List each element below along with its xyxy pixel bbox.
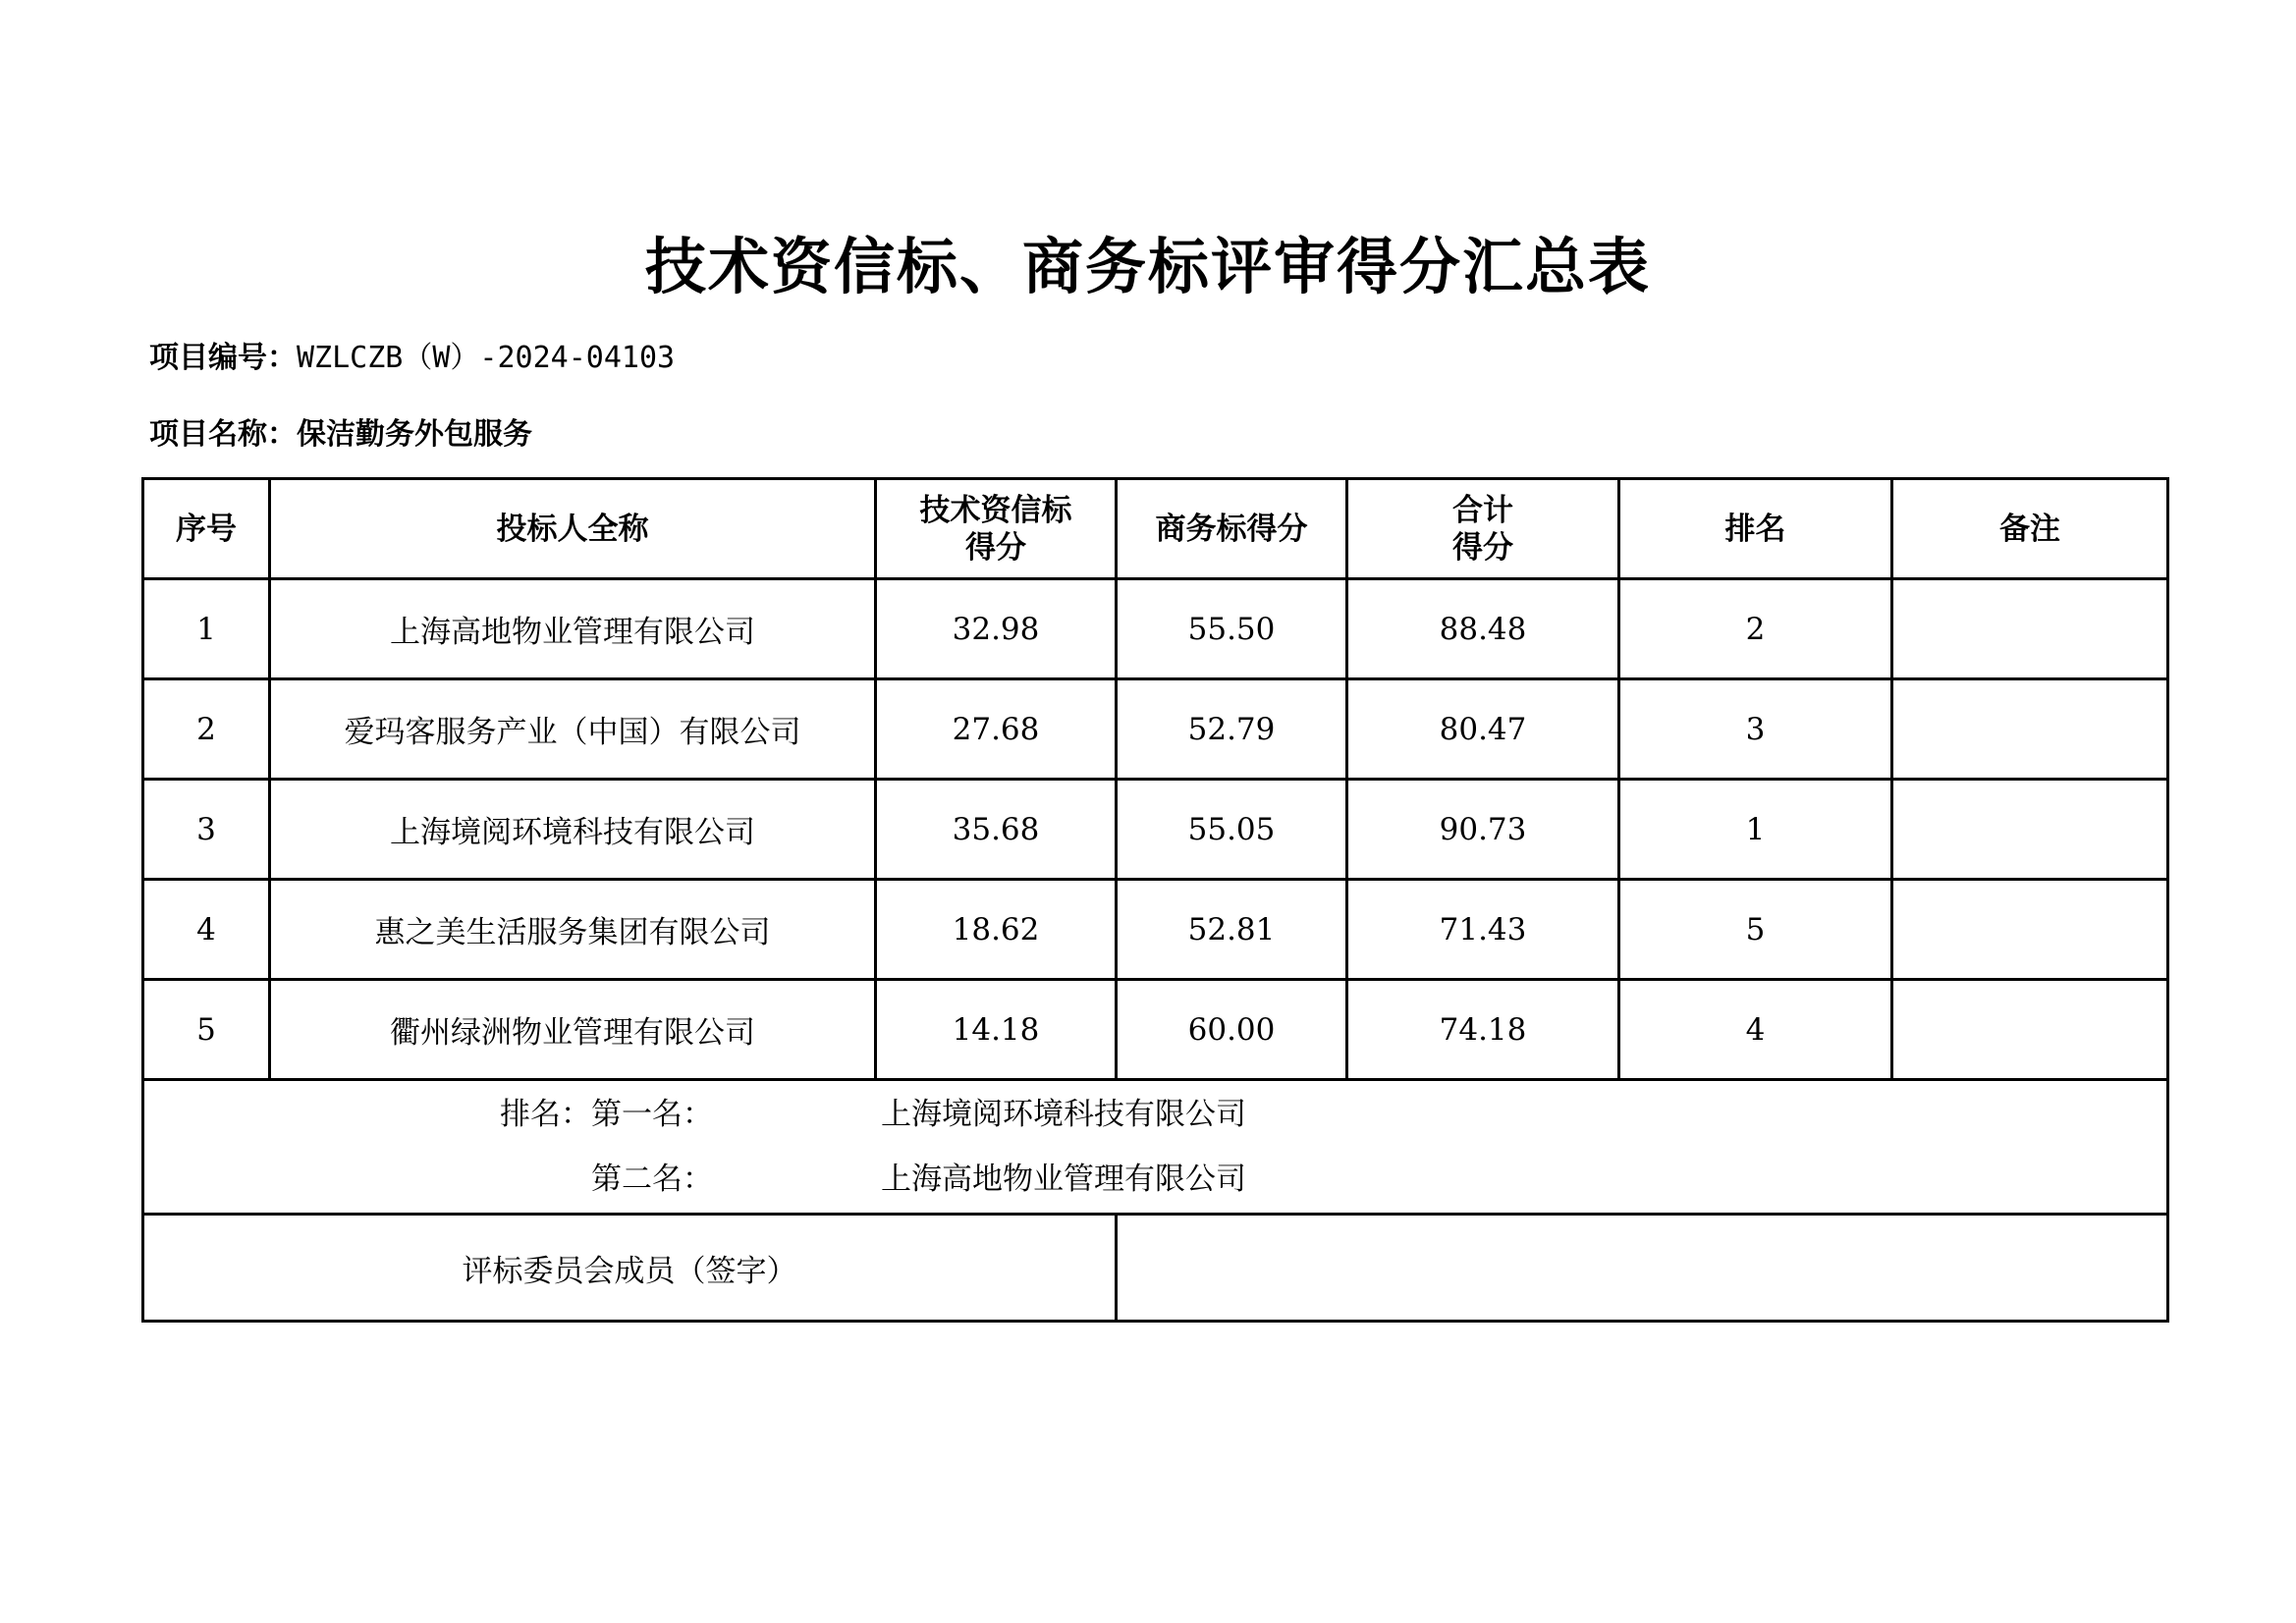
project-name <box>149 415 532 455</box>
cell-biz: 55.05 <box>1117 780 1347 880</box>
cell-rank: 5 <box>1619 880 1892 980</box>
ranking-first-name: 上海境阅环境科技有限公司 <box>881 1097 1246 1132</box>
header-tech-score <box>876 479 1117 579</box>
score-summary-table <box>141 477 2169 1323</box>
cell-bidder: 衢州绿洲物业管理有限公司 <box>270 980 876 1080</box>
cell-biz: 52.81 <box>1117 880 1347 980</box>
header-tech-line2: 得分 <box>965 529 1026 566</box>
header-rank: 排名 <box>1619 479 1892 579</box>
cell-tech: 18.62 <box>876 880 1117 980</box>
cell-tech: 35.68 <box>876 780 1117 880</box>
ranking-second <box>144 1147 2166 1212</box>
header-remark: 备注 <box>1892 479 2168 579</box>
header-seq: 序号 <box>143 479 270 579</box>
cell-remark <box>1892 679 2168 780</box>
ranking-summary <box>143 1080 2168 1215</box>
header-total-score <box>1347 479 1619 579</box>
signature-label: 评标委员会成员（签字） <box>143 1215 1117 1322</box>
cell-rank: 4 <box>1619 980 1892 1080</box>
ranking-first <box>144 1082 2166 1147</box>
cell-remark <box>1892 980 2168 1080</box>
table-row <box>143 880 2168 980</box>
cell-bidder: 爱玛客服务产业（中国）有限公司 <box>270 679 876 780</box>
project-number <box>149 339 675 378</box>
cell-total: 88.48 <box>1347 579 1619 679</box>
page-title: 技术资信标、商务标评审得分汇总表 <box>644 231 1651 302</box>
cell-total: 90.73 <box>1347 780 1619 880</box>
cell-tech: 32.98 <box>876 579 1117 679</box>
cell-seq: 3 <box>143 780 270 880</box>
header-total-line2: 得分 <box>1452 529 1513 566</box>
signature-field <box>1117 1215 2168 1322</box>
header-tech-line1: 技术资信标 <box>919 492 1072 528</box>
cell-biz: 52.79 <box>1117 679 1347 780</box>
project-number-value: WZLCZB（W）-2024-04103 <box>297 341 676 375</box>
header-bidder: 投标人全称 <box>270 479 876 579</box>
project-name-label: 项目名称： <box>149 417 297 452</box>
cell-bidder: 惠之美生活服务集团有限公司 <box>270 880 876 980</box>
header-total-line1: 合计 <box>1452 492 1513 528</box>
cell-seq: 2 <box>143 679 270 780</box>
project-number-label: 项目编号： <box>149 341 297 375</box>
cell-biz: 55.50 <box>1117 579 1347 679</box>
cell-total: 80.47 <box>1347 679 1619 780</box>
table-row <box>143 579 2168 679</box>
cell-tech: 14.18 <box>876 980 1117 1080</box>
cell-tech: 27.68 <box>876 679 1117 780</box>
cell-rank: 1 <box>1619 780 1892 880</box>
ranking-second-name: 上海高地物业管理有限公司 <box>881 1162 1246 1197</box>
cell-rank: 2 <box>1619 579 1892 679</box>
header-row <box>143 479 2168 579</box>
cell-rank: 3 <box>1619 679 1892 780</box>
cell-bidder: 上海境阅环境科技有限公司 <box>270 780 876 880</box>
signature-row <box>143 1215 2168 1322</box>
cell-remark <box>1892 880 2168 980</box>
cell-remark <box>1892 579 2168 679</box>
table-row <box>143 780 2168 880</box>
cell-seq: 5 <box>143 980 270 1080</box>
cell-bidder: 上海高地物业管理有限公司 <box>270 579 876 679</box>
cell-seq: 4 <box>143 880 270 980</box>
ranking-row <box>143 1080 2168 1215</box>
cell-remark <box>1892 780 2168 880</box>
project-name-value: 保洁勤务外包服务 <box>297 417 532 452</box>
table-row <box>143 980 2168 1080</box>
cell-total: 74.18 <box>1347 980 1619 1080</box>
ranking-first-label: 排名：第一名： <box>500 1097 713 1132</box>
cell-biz: 60.00 <box>1117 980 1347 1080</box>
cell-total: 71.43 <box>1347 880 1619 980</box>
header-biz-score: 商务标得分 <box>1117 479 1347 579</box>
table-row <box>143 679 2168 780</box>
cell-seq: 1 <box>143 579 270 679</box>
ranking-second-label: 第二名： <box>591 1162 713 1197</box>
